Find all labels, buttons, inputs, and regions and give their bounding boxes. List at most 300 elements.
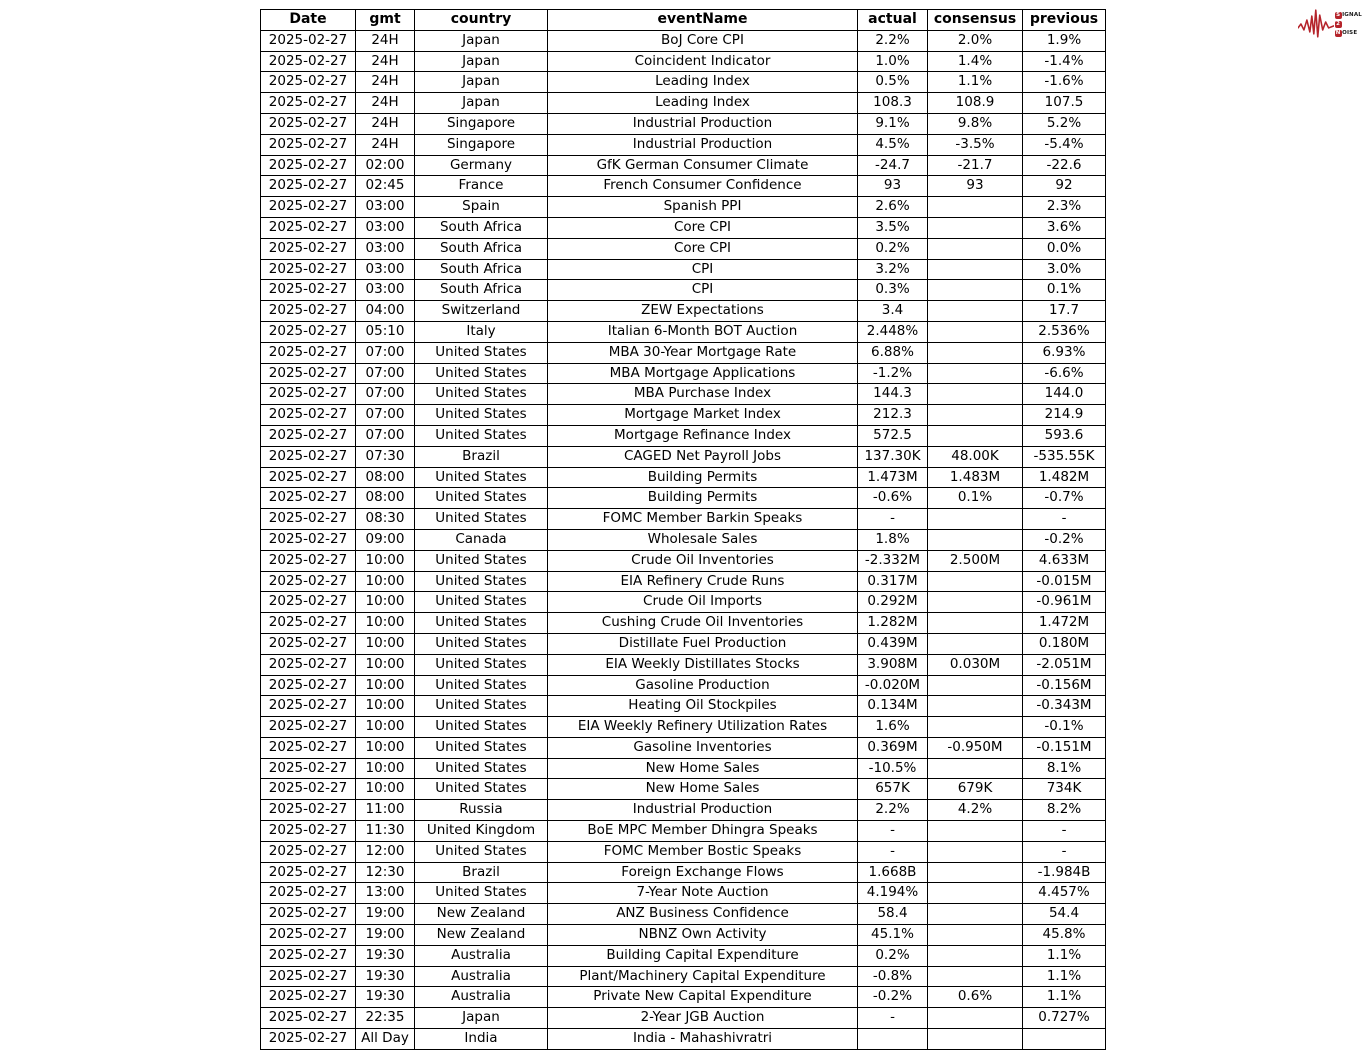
cell-consensus xyxy=(928,280,1023,301)
cell-actual: 2.6% xyxy=(858,197,928,218)
cell-actual: 2.2% xyxy=(858,800,928,821)
cell-date: 2025-02-27 xyxy=(261,717,356,738)
cell-consensus xyxy=(928,696,1023,717)
cell-gmt: 24H xyxy=(356,93,415,114)
cell-gmt: 13:00 xyxy=(356,883,415,904)
cell-actual: 3.5% xyxy=(858,217,928,238)
cell-consensus xyxy=(928,758,1023,779)
cell-consensus xyxy=(928,945,1023,966)
cell-date: 2025-02-27 xyxy=(261,425,356,446)
waveform-icon xyxy=(1298,7,1334,41)
cell-country: United States xyxy=(415,425,548,446)
cell-date: 2025-02-27 xyxy=(261,821,356,842)
cell-consensus xyxy=(928,675,1023,696)
cell-eventname: Italian 6-Month BOT Auction xyxy=(548,321,858,342)
cell-country: United States xyxy=(415,883,548,904)
cell-country: New Zealand xyxy=(415,904,548,925)
cell-consensus xyxy=(928,633,1023,654)
cell-eventname: New Home Sales xyxy=(548,779,858,800)
cell-consensus xyxy=(928,529,1023,550)
cell-country: Brazil xyxy=(415,446,548,467)
cell-previous xyxy=(1023,1029,1106,1050)
logo-line-2 xyxy=(1335,20,1362,28)
cell-gmt: 19:00 xyxy=(356,925,415,946)
logo-s-badge: S xyxy=(1336,11,1341,18)
cell-previous: -535.55K xyxy=(1023,446,1106,467)
cell-date: 2025-02-27 xyxy=(261,675,356,696)
cell-gmt: 03:00 xyxy=(356,280,415,301)
cell-eventname: Industrial Production xyxy=(548,134,858,155)
cell-consensus xyxy=(928,862,1023,883)
cell-consensus: 2.0% xyxy=(928,30,1023,51)
cell-eventname: Gasoline Production xyxy=(548,675,858,696)
table-row xyxy=(261,821,1106,842)
cell-date: 2025-02-27 xyxy=(261,550,356,571)
cell-country: Singapore xyxy=(415,134,548,155)
cell-eventname: Crude Oil Inventories xyxy=(548,550,858,571)
cell-actual: 3.908M xyxy=(858,654,928,675)
cell-eventname: Leading Index xyxy=(548,93,858,114)
cell-gmt: 10:00 xyxy=(356,696,415,717)
cell-previous: -22.6 xyxy=(1023,155,1106,176)
cell-date: 2025-02-27 xyxy=(261,93,356,114)
table-row xyxy=(261,197,1106,218)
cell-eventname: Core CPI xyxy=(548,217,858,238)
cell-country: Germany xyxy=(415,155,548,176)
column-header-country: country xyxy=(415,10,548,31)
table-row xyxy=(261,987,1106,1008)
table-row xyxy=(261,1029,1106,1050)
cell-previous: -0.7% xyxy=(1023,488,1106,509)
cell-eventname: FOMC Member Barkin Speaks xyxy=(548,509,858,530)
cell-gmt: 19:00 xyxy=(356,904,415,925)
cell-gmt: 10:00 xyxy=(356,717,415,738)
cell-country: United States xyxy=(415,550,548,571)
cell-previous: -5.4% xyxy=(1023,134,1106,155)
cell-gmt: 12:30 xyxy=(356,862,415,883)
cell-previous: - xyxy=(1023,509,1106,530)
table-row xyxy=(261,217,1106,238)
cell-country: Canada xyxy=(415,529,548,550)
cell-previous: -1.4% xyxy=(1023,51,1106,72)
cell-eventname: India - Mahashivratri xyxy=(548,1029,858,1050)
cell-eventname: Foreign Exchange Flows xyxy=(548,862,858,883)
cell-country: Spain xyxy=(415,197,548,218)
cell-consensus xyxy=(928,1008,1023,1029)
cell-gmt: 03:00 xyxy=(356,259,415,280)
cell-country: United States xyxy=(415,696,548,717)
cell-eventname: Coincident Indicator xyxy=(548,51,858,72)
cell-actual: - xyxy=(858,509,928,530)
cell-country: United States xyxy=(415,613,548,634)
cell-consensus xyxy=(928,405,1023,426)
column-header-previous: previous xyxy=(1023,10,1106,31)
table-row xyxy=(261,280,1106,301)
cell-country: South Africa xyxy=(415,259,548,280)
cell-date: 2025-02-27 xyxy=(261,592,356,613)
cell-previous: -0.151M xyxy=(1023,737,1106,758)
cell-eventname: Cushing Crude Oil Inventories xyxy=(548,613,858,634)
cell-actual: -0.020M xyxy=(858,675,928,696)
table-row xyxy=(261,883,1106,904)
cell-previous: -0.2% xyxy=(1023,529,1106,550)
column-header-consensus: consensus xyxy=(928,10,1023,31)
cell-country: Singapore xyxy=(415,113,548,134)
cell-previous: 0.0% xyxy=(1023,238,1106,259)
cell-gmt: 19:30 xyxy=(356,945,415,966)
column-header-eventname: eventName xyxy=(548,10,858,31)
cell-gmt: 19:30 xyxy=(356,966,415,987)
logo-n-badge: N xyxy=(1335,29,1341,36)
cell-consensus xyxy=(928,1029,1023,1050)
table-row xyxy=(261,717,1106,738)
cell-date: 2025-02-27 xyxy=(261,384,356,405)
cell-previous: 1.472M xyxy=(1023,613,1106,634)
cell-actual: 572.5 xyxy=(858,425,928,446)
cell-date: 2025-02-27 xyxy=(261,342,356,363)
cell-previous: -0.343M xyxy=(1023,696,1106,717)
cell-gmt: 10:00 xyxy=(356,571,415,592)
cell-country: Italy xyxy=(415,321,548,342)
cell-eventname: MBA Purchase Index xyxy=(548,384,858,405)
table-row xyxy=(261,613,1106,634)
cell-gmt: 03:00 xyxy=(356,217,415,238)
cell-date: 2025-02-27 xyxy=(261,467,356,488)
cell-consensus: -21.7 xyxy=(928,155,1023,176)
cell-eventname: CPI xyxy=(548,259,858,280)
cell-consensus xyxy=(928,425,1023,446)
cell-gmt: 10:00 xyxy=(356,633,415,654)
cell-consensus xyxy=(928,363,1023,384)
cell-date: 2025-02-27 xyxy=(261,155,356,176)
table-row xyxy=(261,113,1106,134)
cell-eventname: Distillate Fuel Production xyxy=(548,633,858,654)
cell-country: United States xyxy=(415,654,548,675)
cell-date: 2025-02-27 xyxy=(261,758,356,779)
cell-eventname: EIA Refinery Crude Runs xyxy=(548,571,858,592)
cell-eventname: Industrial Production xyxy=(548,113,858,134)
cell-gmt: 19:30 xyxy=(356,987,415,1008)
cell-previous: -1.6% xyxy=(1023,72,1106,93)
cell-actual: 1.0% xyxy=(858,51,928,72)
cell-consensus: 48.00K xyxy=(928,446,1023,467)
table-row xyxy=(261,363,1106,384)
cell-gmt: 02:00 xyxy=(356,155,415,176)
cell-country: New Zealand xyxy=(415,925,548,946)
cell-eventname: CAGED Net Payroll Jobs xyxy=(548,446,858,467)
cell-country: South Africa xyxy=(415,217,548,238)
cell-consensus xyxy=(928,509,1023,530)
cell-date: 2025-02-27 xyxy=(261,633,356,654)
cell-consensus xyxy=(928,925,1023,946)
cell-date: 2025-02-27 xyxy=(261,72,356,93)
cell-date: 2025-02-27 xyxy=(261,862,356,883)
cell-gmt: 10:00 xyxy=(356,737,415,758)
signal2noise-logo xyxy=(1298,4,1362,44)
cell-date: 2025-02-27 xyxy=(261,488,356,509)
cell-actual: 2.2% xyxy=(858,30,928,51)
table-row xyxy=(261,654,1106,675)
cell-consensus: 9.8% xyxy=(928,113,1023,134)
table-row xyxy=(261,966,1106,987)
cell-eventname: ZEW Expectations xyxy=(548,301,858,322)
cell-gmt: 08:00 xyxy=(356,467,415,488)
table-row xyxy=(261,737,1106,758)
cell-previous: 2.536% xyxy=(1023,321,1106,342)
cell-actual: 1.282M xyxy=(858,613,928,634)
cell-country: United States xyxy=(415,384,548,405)
cell-consensus xyxy=(928,717,1023,738)
cell-previous: 3.0% xyxy=(1023,259,1106,280)
table-row xyxy=(261,509,1106,530)
table-row xyxy=(261,72,1106,93)
table-row xyxy=(261,779,1106,800)
cell-gmt: 24H xyxy=(356,72,415,93)
cell-date: 2025-02-27 xyxy=(261,197,356,218)
cell-previous: 1.1% xyxy=(1023,966,1106,987)
cell-previous: 144.0 xyxy=(1023,384,1106,405)
cell-actual: -0.8% xyxy=(858,966,928,987)
cell-previous: 0.180M xyxy=(1023,633,1106,654)
table-row xyxy=(261,134,1106,155)
cell-actual: -0.6% xyxy=(858,488,928,509)
table-row xyxy=(261,176,1106,197)
table-row xyxy=(261,155,1106,176)
cell-previous: 3.6% xyxy=(1023,217,1106,238)
cell-actual: 144.3 xyxy=(858,384,928,405)
table-row xyxy=(261,904,1106,925)
cell-consensus xyxy=(928,197,1023,218)
cell-actual: 3.2% xyxy=(858,259,928,280)
table-row xyxy=(261,238,1106,259)
cell-consensus xyxy=(928,613,1023,634)
cell-date: 2025-02-27 xyxy=(261,696,356,717)
table-row xyxy=(261,925,1106,946)
cell-gmt: 08:30 xyxy=(356,509,415,530)
cell-date: 2025-02-27 xyxy=(261,1029,356,1050)
cell-gmt: 07:00 xyxy=(356,384,415,405)
cell-actual: 58.4 xyxy=(858,904,928,925)
cell-eventname: Spanish PPI xyxy=(548,197,858,218)
logo-text xyxy=(1335,11,1362,37)
logo-line-signal xyxy=(1335,11,1362,19)
cell-date: 2025-02-27 xyxy=(261,966,356,987)
cell-eventname: NBNZ Own Activity xyxy=(548,925,858,946)
cell-country: Japan xyxy=(415,72,548,93)
cell-eventname: FOMC Member Bostic Speaks xyxy=(548,841,858,862)
table-row xyxy=(261,592,1106,613)
cell-eventname: Gasoline Inventories xyxy=(548,737,858,758)
cell-actual: -2.332M xyxy=(858,550,928,571)
cell-country: South Africa xyxy=(415,280,548,301)
cell-consensus xyxy=(928,321,1023,342)
cell-previous: 6.93% xyxy=(1023,342,1106,363)
table-row xyxy=(261,259,1106,280)
cell-previous: 214.9 xyxy=(1023,405,1106,426)
cell-consensus: 0.030M xyxy=(928,654,1023,675)
cell-actual: 0.134M xyxy=(858,696,928,717)
cell-eventname: 2-Year JGB Auction xyxy=(548,1008,858,1029)
table-row xyxy=(261,93,1106,114)
cell-consensus xyxy=(928,259,1023,280)
cell-consensus: 4.2% xyxy=(928,800,1023,821)
cell-gmt: 10:00 xyxy=(356,675,415,696)
cell-eventname: Building Permits xyxy=(548,467,858,488)
cell-previous: 1.482M xyxy=(1023,467,1106,488)
cell-actual: 2.448% xyxy=(858,321,928,342)
table-row xyxy=(261,488,1106,509)
table-row xyxy=(261,571,1106,592)
cell-gmt: 10:00 xyxy=(356,550,415,571)
cell-consensus: 679K xyxy=(928,779,1023,800)
cell-actual: 0.3% xyxy=(858,280,928,301)
cell-actual: 1.6% xyxy=(858,717,928,738)
cell-date: 2025-02-27 xyxy=(261,800,356,821)
cell-gmt: 22:35 xyxy=(356,1008,415,1029)
table-row xyxy=(261,301,1106,322)
cell-previous: 8.1% xyxy=(1023,758,1106,779)
cell-eventname: French Consumer Confidence xyxy=(548,176,858,197)
cell-gmt: All Day xyxy=(356,1029,415,1050)
cell-eventname: Industrial Production xyxy=(548,800,858,821)
table-row xyxy=(261,342,1106,363)
cell-previous: 734K xyxy=(1023,779,1106,800)
table-row xyxy=(261,425,1106,446)
cell-consensus: 0.1% xyxy=(928,488,1023,509)
cell-country: United States xyxy=(415,488,548,509)
cell-gmt: 24H xyxy=(356,30,415,51)
cell-actual: -10.5% xyxy=(858,758,928,779)
cell-previous: 107.5 xyxy=(1023,93,1106,114)
cell-eventname: Crude Oil Imports xyxy=(548,592,858,613)
cell-consensus: -0.950M xyxy=(928,737,1023,758)
cell-country: Japan xyxy=(415,51,548,72)
table-row xyxy=(261,800,1106,821)
cell-previous: 0.1% xyxy=(1023,280,1106,301)
cell-actual: 0.5% xyxy=(858,72,928,93)
cell-country: Japan xyxy=(415,30,548,51)
cell-consensus xyxy=(928,966,1023,987)
cell-date: 2025-02-27 xyxy=(261,779,356,800)
cell-date: 2025-02-27 xyxy=(261,613,356,634)
cell-date: 2025-02-27 xyxy=(261,841,356,862)
cell-country: United States xyxy=(415,779,548,800)
cell-gmt: 07:00 xyxy=(356,363,415,384)
cell-actual: 6.88% xyxy=(858,342,928,363)
cell-actual: 0.369M xyxy=(858,737,928,758)
cell-previous: - xyxy=(1023,821,1106,842)
cell-gmt: 24H xyxy=(356,134,415,155)
cell-gmt: 24H xyxy=(356,113,415,134)
cell-actual: 93 xyxy=(858,176,928,197)
cell-gmt: 09:00 xyxy=(356,529,415,550)
cell-previous: 1.9% xyxy=(1023,30,1106,51)
cell-gmt: 11:30 xyxy=(356,821,415,842)
cell-gmt: 05:10 xyxy=(356,321,415,342)
cell-date: 2025-02-27 xyxy=(261,238,356,259)
cell-actual: 45.1% xyxy=(858,925,928,946)
cell-eventname: Mortgage Market Index xyxy=(548,405,858,426)
cell-consensus: 108.9 xyxy=(928,93,1023,114)
cell-previous: 4.633M xyxy=(1023,550,1106,571)
column-header-gmt: gmt xyxy=(356,10,415,31)
cell-previous: 4.457% xyxy=(1023,883,1106,904)
cell-date: 2025-02-27 xyxy=(261,259,356,280)
cell-consensus: -3.5% xyxy=(928,134,1023,155)
cell-previous: 1.1% xyxy=(1023,945,1106,966)
cell-country: United States xyxy=(415,737,548,758)
cell-country: United States xyxy=(415,592,548,613)
cell-date: 2025-02-27 xyxy=(261,446,356,467)
cell-previous: -0.015M xyxy=(1023,571,1106,592)
cell-date: 2025-02-27 xyxy=(261,883,356,904)
cell-eventname: BoJ Core CPI xyxy=(548,30,858,51)
cell-country: United States xyxy=(415,675,548,696)
cell-actual xyxy=(858,1029,928,1050)
cell-consensus xyxy=(928,571,1023,592)
cell-actual: 657K xyxy=(858,779,928,800)
table-row xyxy=(261,51,1106,72)
cell-consensus xyxy=(928,238,1023,259)
cell-actual: 0.439M xyxy=(858,633,928,654)
logo-line-noise xyxy=(1335,29,1362,37)
cell-gmt: 08:00 xyxy=(356,488,415,509)
cell-country: Australia xyxy=(415,987,548,1008)
cell-gmt: 12:00 xyxy=(356,841,415,862)
column-header-date: Date xyxy=(261,10,356,31)
cell-gmt: 24H xyxy=(356,51,415,72)
cell-country: United Kingdom xyxy=(415,821,548,842)
cell-country: Russia xyxy=(415,800,548,821)
cell-actual: 3.4 xyxy=(858,301,928,322)
cell-date: 2025-02-27 xyxy=(261,925,356,946)
cell-actual: 0.2% xyxy=(858,945,928,966)
cell-consensus: 1.483M xyxy=(928,467,1023,488)
cell-eventname: New Home Sales xyxy=(548,758,858,779)
cell-gmt: 03:00 xyxy=(356,197,415,218)
cell-country: United States xyxy=(415,509,548,530)
cell-eventname: Core CPI xyxy=(548,238,858,259)
cell-previous: 45.8% xyxy=(1023,925,1106,946)
cell-date: 2025-02-27 xyxy=(261,176,356,197)
cell-eventname: Plant/Machinery Capital Expenditure xyxy=(548,966,858,987)
cell-date: 2025-02-27 xyxy=(261,1008,356,1029)
cell-date: 2025-02-27 xyxy=(261,904,356,925)
table-row xyxy=(261,841,1106,862)
cell-actual: 4.194% xyxy=(858,883,928,904)
table-row xyxy=(261,446,1106,467)
table-row xyxy=(261,30,1106,51)
cell-previous: -0.1% xyxy=(1023,717,1106,738)
cell-consensus xyxy=(928,821,1023,842)
cell-date: 2025-02-27 xyxy=(261,363,356,384)
cell-previous: 5.2% xyxy=(1023,113,1106,134)
cell-actual: -0.2% xyxy=(858,987,928,1008)
cell-date: 2025-02-27 xyxy=(261,51,356,72)
table-row xyxy=(261,405,1106,426)
cell-actual: - xyxy=(858,1008,928,1029)
cell-eventname: ANZ Business Confidence xyxy=(548,904,858,925)
cell-country: India xyxy=(415,1029,548,1050)
cell-eventname: EIA Weekly Refinery Utilization Rates xyxy=(548,717,858,738)
cell-consensus: 2.500M xyxy=(928,550,1023,571)
cell-consensus xyxy=(928,592,1023,613)
table-row xyxy=(261,384,1106,405)
cell-previous: 92 xyxy=(1023,176,1106,197)
cell-actual: 0.317M xyxy=(858,571,928,592)
cell-actual: 137.30K xyxy=(858,446,928,467)
cell-date: 2025-02-27 xyxy=(261,529,356,550)
